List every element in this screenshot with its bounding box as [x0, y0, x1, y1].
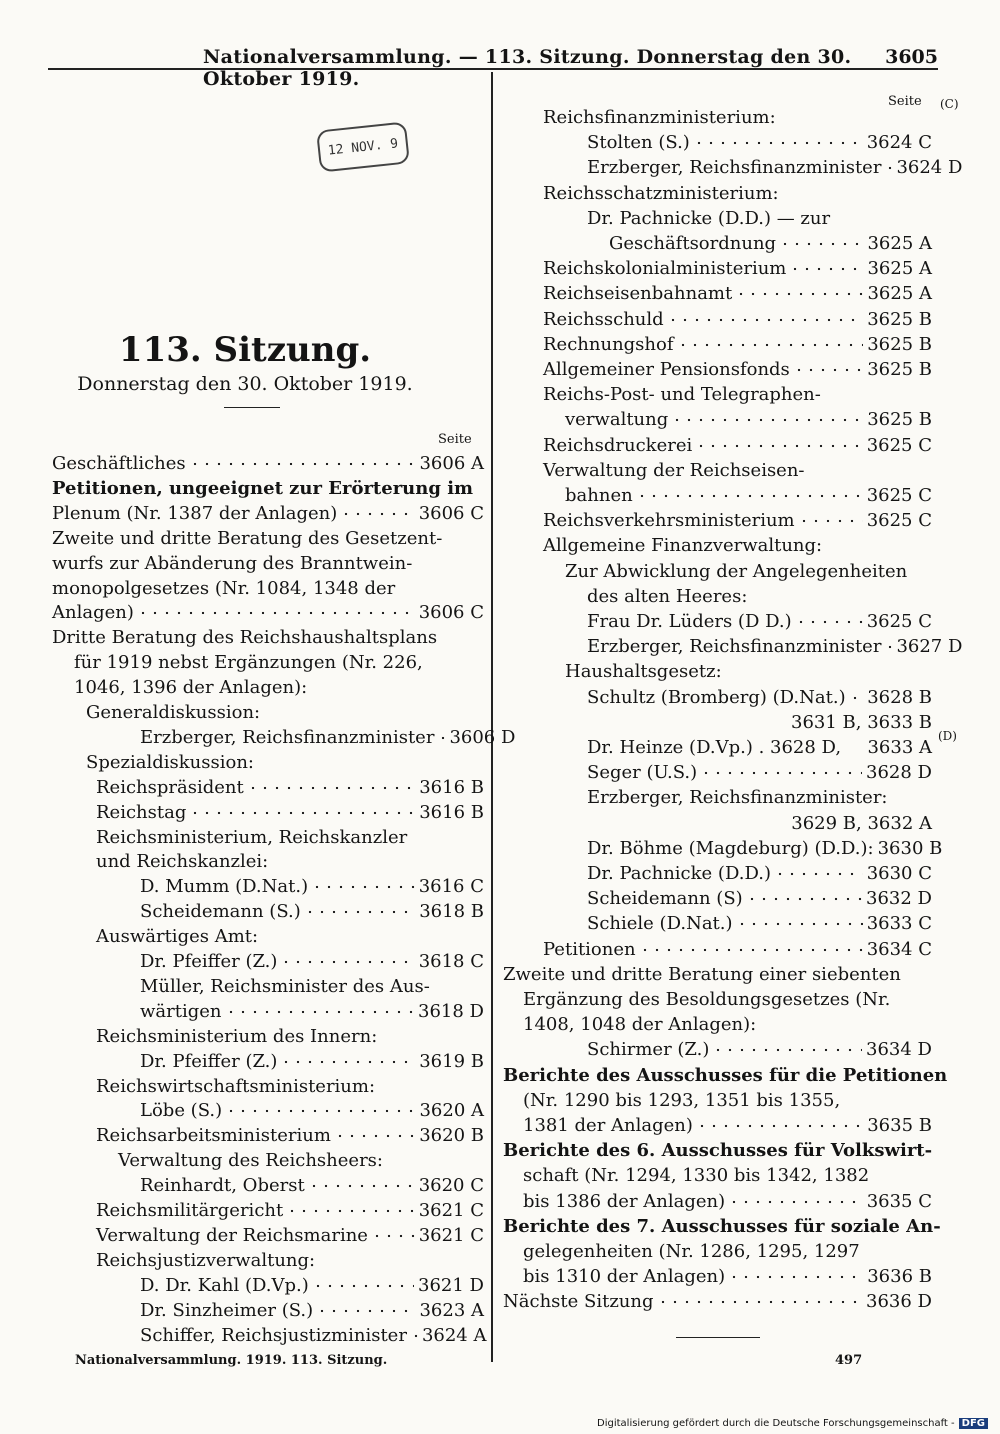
toc-page-ref: 3627 D	[896, 636, 963, 658]
toc-entry-text: Berichte des 6. Ausschusses für Volkswirt-	[503, 1140, 933, 1162]
dot-leader	[189, 462, 416, 466]
toc-entry	[587, 131, 932, 155]
toc-entry-text: Reichsverkehrsministerium	[543, 510, 795, 532]
toc-entry-text: Verwaltung der Reichseisen-	[543, 459, 805, 481]
toc-page-ref: 3620 A	[419, 1100, 484, 1122]
toc-entry	[503, 1139, 932, 1163]
toc-entry-text: Verwaltung des Reichsheers:	[118, 1150, 383, 1172]
toc-entry	[140, 1000, 484, 1024]
dot-leader	[657, 1300, 863, 1304]
toc-entry-text: Löbe (S.)	[140, 1100, 223, 1122]
toc-entry-text: Reichsjustizverwaltung:	[96, 1249, 316, 1271]
toc-entry	[52, 527, 484, 551]
dot-leader	[671, 418, 863, 422]
toc-entry-text: Berichte des 7. Ausschusses für soziale An-	[503, 1215, 941, 1237]
toc-entry	[543, 383, 932, 407]
toc-entry	[96, 850, 484, 874]
toc-page-ref: 3634 C	[866, 938, 932, 960]
toc-entry-text: Auswärtiges Amt:	[96, 926, 259, 948]
toc-entry	[140, 1324, 487, 1348]
toc-entry-text: Allgemeiner Pensionsfonds	[543, 359, 790, 380]
toc-entry	[543, 434, 932, 458]
toc-entry	[523, 1013, 932, 1037]
toc-page-ref: 3625 B	[867, 308, 932, 330]
toc-entry-text: Berichte des Ausschusses für die Petitionen	[503, 1064, 948, 1086]
dot-leader	[693, 141, 863, 145]
footer-journal-line: Nationalversammlung. 1919. 113. Sitzung.	[75, 1353, 388, 1368]
dot-leader	[334, 1134, 415, 1138]
toc-entry-text: für 1919 nebst Ergänzungen (Nr. 226,	[74, 652, 423, 674]
header-title: Nationalversammlung. — 113. Sitzung. Donnerstag den 30. Oktober 1919.	[203, 46, 852, 90]
toc-entry	[523, 1114, 932, 1138]
toc-entry-text: Reichsschuld	[543, 308, 664, 330]
toc-page-ref: 3625 A	[867, 258, 932, 280]
toc-page-ref: 3625 C	[866, 611, 932, 632]
toc-entry	[565, 660, 932, 684]
toc-page-ref: 3630 C	[866, 863, 932, 884]
toc-entry-text: Spezialdiskussion:	[86, 751, 254, 773]
toc-entry-text: Reichsmilitärgericht	[96, 1200, 284, 1221]
toc-entry	[503, 711, 932, 735]
toc-entry-text: verwaltung	[565, 409, 669, 431]
toc-entry	[587, 610, 932, 634]
toc-entry	[565, 408, 932, 432]
toc-page-ref: 3625 A	[867, 283, 932, 305]
dot-leader	[437, 736, 445, 740]
toc-entry	[565, 560, 932, 584]
toc-entry-text: 1408, 1048 der Anlagen):	[523, 1014, 757, 1036]
toc-entry	[503, 963, 932, 987]
toc-entry	[587, 862, 932, 886]
dot-leader	[789, 267, 863, 271]
dot-leader	[225, 1109, 415, 1113]
toc-entry-text: Dr. Sinzheimer (S.)	[140, 1299, 314, 1321]
toc-page-ref: 3624 C	[866, 132, 932, 154]
toc-entry-text: (Nr. 1290 bis 1293, 1351 bis 1355,	[523, 1089, 841, 1111]
toc-entry-text: 1381 der Anlagen)	[523, 1115, 693, 1136]
toc-entry	[140, 1174, 484, 1198]
toc-page-ref: 3618 B	[419, 901, 484, 923]
toc-entry-text: Haushaltsgesetz:	[565, 661, 722, 683]
toc-entry	[96, 1249, 484, 1273]
toc-entry-text: bis 1310 der Anlagen)	[523, 1266, 726, 1288]
toc-entry	[52, 577, 484, 601]
toc-page-ref: 3636 D	[866, 1291, 932, 1313]
dot-leader	[736, 922, 863, 926]
library-stamp: 12 NOV. 9	[316, 121, 410, 172]
dot-leader	[712, 1048, 862, 1052]
toc-entry	[503, 1064, 948, 1088]
toc-entry-text: Generaldiskussion:	[86, 702, 261, 723]
toc-entry-text: des alten Heeres:	[587, 585, 748, 607]
seite-label-right: Seite	[888, 94, 922, 109]
toc-entry	[587, 585, 932, 609]
dot-leader	[667, 318, 864, 322]
toc-page-ref: 3606 C	[418, 602, 484, 624]
toc-entry	[543, 358, 932, 382]
toc-entry	[543, 257, 932, 281]
dot-leader	[340, 512, 414, 516]
dot-leader	[700, 771, 862, 775]
toc-entry	[543, 509, 932, 533]
toc-entry	[52, 502, 484, 526]
running-header	[48, 38, 938, 90]
dot-leader	[280, 1060, 415, 1064]
toc-entry-text: Allgemeine Finanzverwaltung:	[543, 535, 823, 557]
dot-leader	[795, 620, 863, 624]
dot-leader	[696, 1124, 863, 1128]
end-rule	[676, 1337, 760, 1338]
toc-entry-text: Reichspräsident	[96, 776, 244, 798]
toc-page-ref: 3620 B	[419, 1125, 484, 1147]
digitization-credit	[597, 1418, 988, 1429]
toc-entry	[74, 676, 484, 700]
toc-entry-text: Reichswirtschaftsministerium:	[96, 1075, 376, 1097]
dot-leader	[884, 166, 892, 170]
toc-entry	[543, 333, 932, 357]
toc-page-ref: 3624 A	[421, 1324, 487, 1346]
dot-leader	[311, 885, 415, 889]
footer-page-number: 497	[835, 1353, 863, 1368]
toc-entry	[140, 1099, 484, 1123]
toc-entry	[543, 308, 932, 332]
toc-page-ref: 3619 B	[419, 1050, 484, 1072]
toc-entry	[86, 751, 484, 775]
toc-entry	[587, 887, 932, 911]
toc-page-ref: 3625 B	[867, 359, 932, 380]
toc-entry-text: Reichsarbeitsministerium	[96, 1125, 331, 1147]
toc-entry-text: Dr. Pfeiffer (Z.)	[140, 1050, 278, 1072]
toc-entry-text: Geschäftsordnung	[609, 233, 777, 254]
toc-page-ref: 3630 B	[877, 837, 943, 859]
toc-entry	[503, 812, 932, 836]
toc-entry-text: Reichsfinanzministerium:	[543, 107, 776, 128]
toc-entry	[587, 207, 932, 231]
toc-entry	[587, 736, 932, 760]
toc-entry	[52, 601, 484, 625]
toc-page-ref: 3636 B	[867, 1266, 932, 1288]
toc-entry	[503, 1290, 932, 1314]
toc-entry-text: Schiffer, Reichsjustizminister	[140, 1324, 407, 1346]
column-divider	[491, 72, 493, 1362]
toc-entry	[52, 452, 484, 476]
toc-page-ref: 3618 D	[418, 1000, 484, 1022]
session-date: Donnerstag den 30. Oktober 1919.	[77, 373, 413, 395]
toc-entry	[140, 975, 484, 999]
toc-entry-text: und Reichskanzlei:	[96, 851, 269, 873]
toc-entry-text: Schirmer (Z.)	[587, 1039, 710, 1061]
dot-leader	[636, 494, 863, 498]
toc-entry	[96, 1075, 484, 1099]
toc-entry	[587, 786, 932, 810]
dot-leader	[304, 910, 415, 914]
toc-entry-text: Reichskolonialministerium	[543, 258, 787, 280]
dot-leader	[316, 1309, 415, 1313]
dot-leader	[793, 368, 863, 372]
toc-page-ref: 3625 C	[866, 434, 932, 456]
dfg-logo: DFG	[959, 1418, 988, 1429]
dot-leader	[849, 696, 864, 700]
toc-entry	[587, 1038, 932, 1062]
toc-entry-text: Dr. Pfeiffer (Z.)	[140, 951, 278, 972]
dot-leader	[225, 1010, 415, 1014]
toc-page-ref: 3634 D	[866, 1039, 932, 1061]
title-divider	[224, 407, 280, 408]
toc-entry-text: Scheidemann (S.)	[140, 901, 301, 923]
toc-page-ref: 3625 B	[867, 409, 932, 431]
toc-entry	[523, 1240, 932, 1264]
margin-label-d: (D)	[938, 729, 957, 743]
toc-page-ref: 3625 C	[866, 510, 932, 532]
toc-entry	[140, 875, 484, 899]
toc-entry-text: Reichsschatzministerium:	[543, 182, 779, 204]
header-page-number: 3605	[885, 46, 938, 68]
toc-entry-text: bahnen	[565, 485, 633, 506]
toc-entry	[609, 232, 932, 256]
toc-entry	[587, 761, 932, 785]
dot-leader	[746, 897, 862, 901]
dot-leader	[247, 786, 416, 790]
toc-entry	[543, 106, 932, 130]
toc-entry	[587, 686, 932, 710]
toc-entry-text: Verwaltung der Reichsmarine	[96, 1224, 368, 1246]
toc-entry	[543, 938, 932, 962]
toc-entry	[503, 1215, 941, 1239]
toc-entry-text: Petitionen	[543, 938, 636, 960]
toc-entry-text: Erzberger, Reichsfinanzminister:	[587, 787, 888, 809]
dot-leader	[774, 872, 863, 876]
toc-entry-text: Dr. Böhme (Magdeburg) (D.D.):	[587, 837, 874, 859]
toc-entry-text: Müller, Reichsminister des Aus-	[140, 975, 430, 997]
toc-entry-text: schaft (Nr. 1294, 1330 bis 1342, 1382	[523, 1165, 870, 1187]
toc-entry	[86, 701, 484, 725]
toc-entry	[52, 552, 484, 576]
toc-entry-text: wurfs zur Abänderung des Branntwein-	[52, 552, 413, 574]
toc-entry	[96, 801, 484, 825]
toc-page-ref: 3618 C	[418, 951, 484, 972]
margin-label-c: (C)	[940, 97, 959, 111]
toc-entry-text: Seger (U.S.)	[587, 762, 698, 784]
toc-page-ref: 3625 B	[867, 333, 932, 355]
toc-entry-text: D. Dr. Kahl (D.Vp.)	[140, 1274, 309, 1296]
toc-entry	[74, 651, 484, 675]
toc-entry	[543, 459, 932, 483]
toc-entry	[543, 182, 932, 206]
toc-entry-text: Zweite und dritte Beratung des Gesetzent-	[52, 527, 443, 549]
toc-entry-text: Reichsministerium, Reichskanzler	[96, 826, 408, 848]
toc-entry-text: Reichstag	[96, 801, 187, 823]
toc-entry-text: Ergänzung des Besoldungsgesetzes (Nr.	[523, 989, 891, 1010]
toc-entry-text: 3631 B, 3633 B	[791, 711, 932, 733]
toc-entry	[523, 1089, 932, 1113]
toc-page-ref: 3624 D	[896, 157, 963, 179]
toc-page-ref: 3606 C	[418, 502, 484, 524]
toc-page-ref: 3625 A	[867, 233, 932, 254]
toc-entry-text: Geschäftliches	[52, 453, 186, 474]
toc-entry	[52, 477, 484, 501]
toc-page-ref: 3632 D	[866, 888, 932, 910]
toc-entry-text: Zweite und dritte Beratung einer siebenten	[503, 963, 901, 985]
dot-leader	[695, 444, 862, 448]
toc-entry-text: Anlagen)	[52, 602, 134, 624]
toc-entry-text: 1046, 1396 der Anlagen):	[74, 677, 308, 699]
toc-page-ref: 3628 D	[866, 762, 932, 784]
toc-entry	[587, 635, 963, 659]
toc-entry	[96, 1199, 484, 1223]
dot-leader	[286, 1209, 414, 1213]
dot-leader	[410, 1334, 418, 1338]
toc-entry-text: Schiele (D.Nat.)	[587, 913, 733, 935]
toc-entry-text: Nächste Sitzung	[503, 1291, 654, 1313]
toc-entry-text: Reichsdruckerei	[543, 434, 693, 456]
toc-page-ref: 3633 C	[866, 913, 932, 935]
toc-entry	[52, 626, 484, 650]
toc-page-ref: 3606 D	[449, 726, 516, 748]
toc-entry-text: Dr. Heinze (D.Vp.) . 3628 D,	[587, 737, 842, 758]
toc-entry-text: Petitionen, ungeeignet zur Erörterung im	[52, 477, 474, 499]
toc-entry-text: Erzberger, Reichsfinanzminister	[587, 157, 882, 179]
toc-entry-text: Erzberger, Reichsfinanzminister	[140, 726, 435, 748]
dot-leader	[735, 292, 863, 296]
toc-entry-text: Stolten (S.)	[587, 132, 690, 154]
dot-leader	[884, 645, 892, 649]
toc-entry-text: 3629 B, 3632 A	[791, 812, 932, 834]
toc-entry	[96, 1025, 484, 1049]
toc-entry	[523, 988, 932, 1012]
dot-leader	[798, 519, 863, 523]
toc-entry	[118, 1149, 484, 1173]
toc-entry-text: Zur Abwicklung der Angelegenheiten	[565, 560, 908, 582]
toc-entry	[96, 1124, 484, 1148]
dot-leader	[728, 1200, 863, 1204]
toc-entry	[96, 776, 484, 800]
toc-entry-text: D. Mumm (D.Nat.)	[140, 876, 309, 898]
toc-page-ref: 3621 C	[418, 1224, 484, 1246]
toc-entry	[565, 484, 932, 508]
toc-entry-text: Scheidemann (S)	[587, 888, 743, 910]
toc-entry-text: Dr. Pachnicke (D.D.) — zur	[587, 207, 831, 229]
toc-page-ref: 3621 C	[418, 1200, 484, 1221]
dot-leader	[728, 1275, 863, 1279]
toc-entry	[140, 1299, 484, 1323]
toc-entry	[140, 726, 516, 750]
dot-leader	[137, 611, 415, 615]
toc-entry-text: Erzberger, Reichsfinanzminister	[587, 636, 882, 658]
toc-entry	[543, 282, 932, 306]
toc-entry-text: Reichseisenbahnamt	[543, 283, 733, 305]
toc-entry-text: wärtigen	[140, 1000, 222, 1022]
dot-leader	[371, 1234, 415, 1238]
toc-entry-text: Reichs-Post- und Telegraphen-	[543, 384, 821, 406]
toc-page-ref: 3635 B	[867, 1115, 932, 1136]
toc-entry	[140, 1050, 484, 1074]
session-title: 113. Sitzung.	[118, 330, 372, 370]
toc-entry	[96, 1224, 484, 1248]
toc-page-ref: 3633 A	[867, 737, 932, 758]
toc-entry-text: Dr. Pachnicke (D.D.)	[587, 863, 771, 884]
toc-entry-text: Rechnungshof	[543, 333, 674, 355]
toc-entry-text: Reichsministerium des Innern:	[96, 1025, 378, 1047]
toc-page-ref: 3635 C	[866, 1190, 932, 1212]
seite-label-left: Seite	[438, 432, 472, 447]
toc-entry	[140, 950, 484, 974]
toc-page-ref: 3616 B	[419, 801, 484, 823]
toc-entry	[523, 1164, 932, 1188]
toc-page-ref: 3606 A	[419, 453, 484, 474]
toc-page-ref: 3616 B	[419, 776, 484, 798]
dot-leader	[779, 242, 863, 246]
toc-entry-text: Frau Dr. Lüders (D D.)	[587, 611, 792, 632]
toc-entry	[523, 1190, 932, 1214]
dot-leader	[189, 811, 415, 815]
toc-entry	[523, 1265, 932, 1289]
toc-entry	[587, 837, 943, 861]
toc-entry-text: Reinhardt, Oberst	[140, 1175, 305, 1197]
toc-page-ref: 3621 D	[418, 1274, 484, 1296]
toc-page-ref: 3620 C	[418, 1175, 484, 1197]
dot-leader	[677, 343, 864, 347]
toc-entry	[543, 534, 932, 558]
toc-entry-text: monopolgesetzes (Nr. 1084, 1348 der	[52, 577, 396, 599]
toc-page-ref: 3623 A	[419, 1299, 484, 1321]
toc-entry	[140, 1274, 484, 1298]
dot-leader	[308, 1184, 415, 1188]
toc-entry-text: Schultz (Bromberg) (D.Nat.)	[587, 686, 846, 708]
dot-leader	[280, 960, 414, 964]
toc-entry	[140, 900, 484, 924]
dot-leader	[639, 948, 863, 952]
toc-entry	[587, 156, 963, 180]
toc-entry-text: bis 1386 der Anlagen)	[523, 1190, 726, 1212]
dot-leader	[312, 1284, 414, 1288]
toc-entry	[96, 925, 484, 949]
toc-entry	[587, 912, 932, 936]
toc-page-ref: 3616 C	[418, 876, 484, 898]
toc-entry	[96, 826, 484, 850]
toc-entry-text: Plenum (Nr. 1387 der Anlagen)	[52, 502, 338, 524]
toc-page-ref: 3628 B	[867, 686, 932, 708]
toc-entry-text: gelegenheiten (Nr. 1286, 1295, 1297	[523, 1241, 860, 1262]
toc-page-ref: 3625 C	[866, 485, 932, 506]
toc-entry-text: Dritte Beratung des Reichshaushaltsplans	[52, 627, 438, 649]
credit-text: Digitalisierung gefördert durch die Deutsche Forschungsgemeinschaft -	[597, 1418, 955, 1429]
